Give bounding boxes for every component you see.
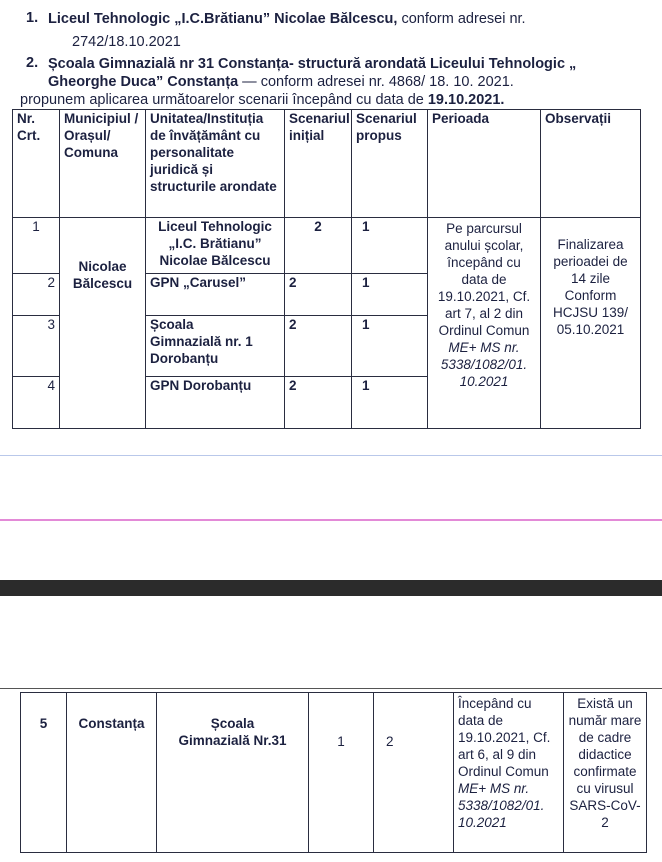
row-propus: 2 bbox=[374, 693, 454, 853]
continuation-top-rule bbox=[0, 688, 662, 689]
obs-line: SARS-CoV-2 bbox=[569, 798, 641, 830]
obs-line: HCJSU 139/ bbox=[552, 305, 629, 320]
period-line: data de bbox=[458, 713, 504, 728]
header-observatii: Observații bbox=[541, 110, 641, 218]
scan-line-blue bbox=[0, 455, 662, 456]
scan-line-pink bbox=[0, 519, 662, 521]
row-municipality: Constanța bbox=[67, 693, 157, 853]
observations-cell bbox=[564, 693, 647, 853]
row-propus: 1 bbox=[352, 274, 428, 316]
header-nr: Nr. Crt. bbox=[13, 110, 60, 218]
period-line: Începând cu bbox=[458, 696, 532, 711]
period-line: 19.10.2021, Cf. bbox=[437, 289, 531, 304]
list-item-1-rest: conform adresei nr. bbox=[397, 11, 526, 27]
obs-line: de cadre bbox=[578, 730, 632, 745]
period-line: 5338/1082/01. bbox=[440, 357, 528, 372]
lead-text: propunem aplicarea următoarelor scenarii începând cu data de bbox=[20, 92, 428, 108]
list-number-1: 1. bbox=[26, 10, 39, 26]
period-line: 10.2021 bbox=[459, 374, 509, 389]
header-scenariul-propus: Scenariul propus bbox=[352, 110, 428, 218]
row-initial: 2 bbox=[285, 274, 352, 316]
list-item-2-bold-2: Gheorghe Duca” Constanța bbox=[48, 74, 239, 90]
obs-line: 05.10.2021 bbox=[556, 322, 625, 337]
period-line: 19.10.2021, Cf. bbox=[458, 730, 551, 745]
header-scenariul-initial: Scenariul inițial bbox=[285, 110, 352, 218]
header-municipiul: Municipiul / Orașul/ Comuna bbox=[60, 110, 146, 218]
row-propus: 1 bbox=[352, 316, 428, 377]
period-cell bbox=[454, 693, 564, 853]
row-unit bbox=[146, 316, 285, 377]
table-row bbox=[21, 693, 647, 853]
period-cell bbox=[428, 218, 541, 429]
municipality-cell: Nicolae Bălcescu bbox=[60, 218, 146, 429]
page-break-bar bbox=[0, 580, 662, 596]
period-line: art 6, al 9 din bbox=[458, 747, 537, 762]
unit-line: Gimnazială Nr.31 bbox=[178, 733, 287, 748]
row-nr: 2 bbox=[13, 274, 60, 316]
row-propus: 1 bbox=[352, 377, 428, 429]
period-line: începând cu bbox=[447, 255, 521, 270]
period-line: anului școlar, bbox=[444, 238, 524, 253]
unit-line: „I.C. Brătianu” bbox=[168, 236, 262, 251]
lead-date: 19.10.2021. bbox=[427, 92, 505, 108]
list-number-2: 2. bbox=[26, 55, 39, 71]
table-header-row bbox=[13, 110, 641, 218]
obs-line: Finalizarea bbox=[557, 237, 624, 252]
header-unitatea: Unitatea/Instituția de învățământ cu personalitate juridică și structurile arondate bbox=[146, 110, 285, 218]
unit-line: Gimnazială nr. 1 bbox=[150, 334, 253, 349]
period-line: art 7, al 2 din bbox=[444, 306, 524, 321]
row-nr: 5 bbox=[21, 693, 67, 853]
obs-line: Conform bbox=[564, 288, 617, 303]
period-line: Pe parcursul bbox=[446, 221, 522, 236]
row-unit: GPN „Carusel” bbox=[146, 274, 285, 316]
period-line: Ordinul Comun bbox=[458, 764, 549, 779]
obs-line: număr mare bbox=[568, 713, 642, 728]
period-line: 5338/1082/01. bbox=[458, 798, 545, 813]
list-item-2-bold-1: Școala Gimnazială nr 31 Constanța- structură arondată Liceului Tehnologic „ bbox=[48, 56, 577, 72]
unit-line: Dorobanțu bbox=[150, 351, 219, 366]
row-unit bbox=[157, 693, 309, 853]
unit-line: Școala bbox=[150, 317, 194, 332]
continuation-table bbox=[20, 692, 647, 853]
obs-line: cu virusul bbox=[576, 781, 634, 796]
unit-line: Liceul Tehnologic bbox=[158, 219, 272, 234]
scenario-table bbox=[12, 109, 641, 429]
list-item-2-line2 bbox=[48, 73, 514, 91]
period-line: ME+ MS nr. bbox=[448, 340, 520, 355]
lead-sentence bbox=[20, 92, 504, 108]
row-nr: 1 bbox=[13, 218, 60, 274]
row-initial: 2 bbox=[285, 316, 352, 377]
list-item-2-rest: — conform adresei nr. 4868/ 18. 10. 2021. bbox=[238, 74, 514, 90]
list-item-1-line2: 2742/18.10.2021 bbox=[72, 34, 181, 50]
row-unit bbox=[146, 218, 285, 274]
obs-line: 14 zile bbox=[570, 271, 611, 286]
period-line: Ordinul Comun bbox=[438, 323, 530, 338]
period-line: 10.2021 bbox=[458, 815, 507, 830]
observations-cell bbox=[541, 218, 641, 429]
header-perioada: Perioada bbox=[428, 110, 541, 218]
row-initial: 2 bbox=[285, 218, 352, 274]
unit-line: Nicolae Bălcescu bbox=[159, 253, 271, 268]
row-initial: 1 bbox=[309, 693, 374, 853]
list-item-1 bbox=[48, 10, 526, 28]
row-nr: 4 bbox=[13, 377, 60, 429]
list-item-1-bold: Liceul Tehnologic „I.C.Brătianu” Nicolae Bălcescu, bbox=[48, 11, 398, 27]
obs-line: confirmate bbox=[573, 764, 637, 779]
row-propus: 1 bbox=[352, 218, 428, 274]
obs-line: didactice bbox=[578, 747, 632, 762]
row-initial: 2 bbox=[285, 377, 352, 429]
obs-line: perioadei de bbox=[553, 254, 628, 269]
unit-line: Școala bbox=[210, 716, 255, 731]
period-line: data de bbox=[461, 272, 507, 287]
period-line: ME+ MS nr. bbox=[458, 781, 530, 796]
obs-line: Există un bbox=[577, 696, 633, 711]
row-unit: GPN Dorobanțu bbox=[146, 377, 285, 429]
row-nr: 3 bbox=[13, 316, 60, 377]
list-item-2 bbox=[48, 55, 576, 73]
table-row bbox=[13, 218, 641, 274]
